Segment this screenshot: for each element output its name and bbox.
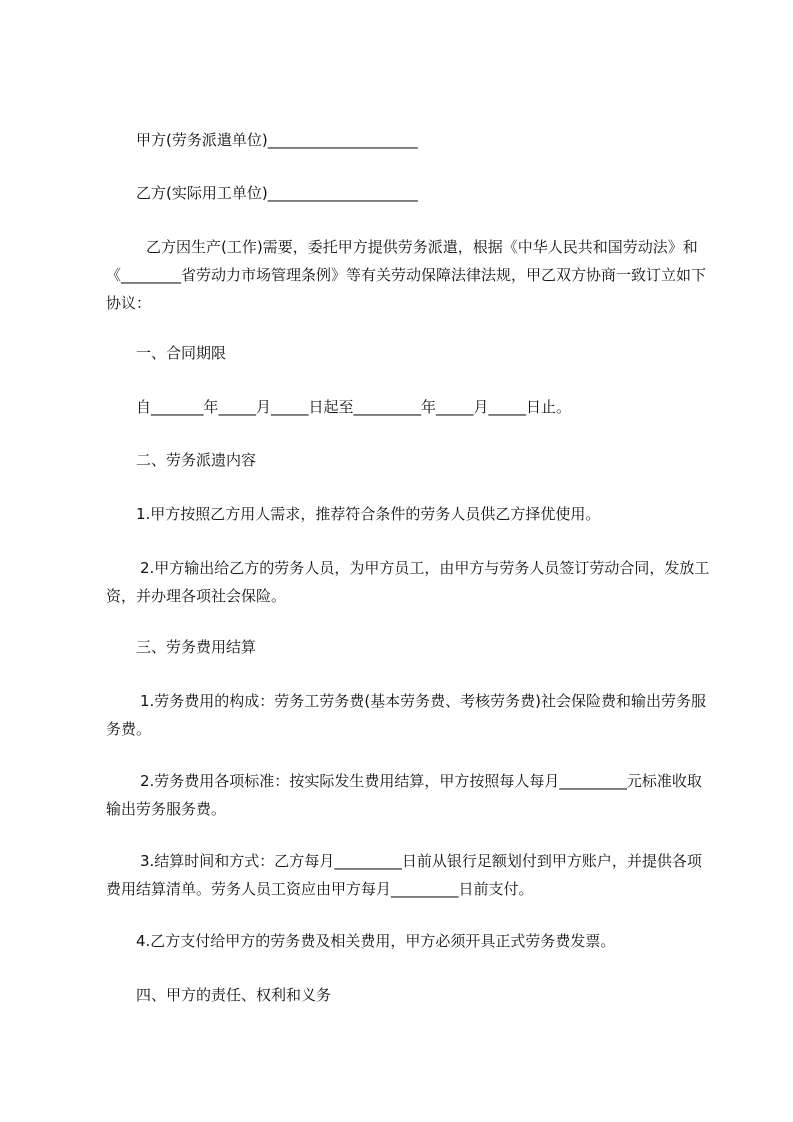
section-3-title: 三、劳务费用结算: [136, 638, 257, 656]
section-2-item-1: 1.甲方按照乙方用人需求，推荐符合条件的劳务人员供乙方择优使用。: [136, 505, 601, 523]
section-3-item-2: 2.劳务费用各项标准：按实际发生费用结算，甲方按照每人每月_________元标准收取输出劳务服务费。: [106, 772, 702, 818]
section-1-title: 一、合同期限: [136, 344, 227, 362]
section-2-title: 二、劳务派遗内容: [136, 451, 257, 469]
section-2-item-2: 2.甲方输出给乙方的劳务人员，为甲方员工，由甲方与劳务人员签订劳动合同，发放工资，并办理各项社会保险。: [106, 559, 710, 605]
party-a-line: 甲方(劳务派遣单位)____________________: [136, 131, 418, 149]
section-4-title: 四、甲方的责任、权利和义务: [136, 986, 332, 1004]
party-b-line: 乙方(实际用工单位)____________________: [136, 184, 418, 202]
section-3-item-1: 1.劳务费用的构成：劳务工劳务费(基本劳务费、考核劳务费)社会保险费和输出劳务服务费。: [106, 692, 707, 738]
section-3-item-3: 3.结算时间和方式：乙方每月_________日前从银行足额划付到甲方账户，并提供各项费用结算清单。劳务人员工资应由甲方每月_________日前支付。: [106, 852, 702, 898]
preamble-paragraph: 乙方因生产(工作)需要，委托甲方提供劳务派遣，根据《中华人民共和国劳动法》和《________省劳动力市场管理条例》等有关劳动保障法律法规，甲乙双方协商一致订立如下协议：: [106, 238, 707, 312]
contract-term-text: 自_______年_____月_____日起至_________年_____月_____日止。: [136, 398, 572, 416]
section-3-item-4: 4.乙方支付给甲方的劳务费及相关费用，甲方必须开具正式劳务费发票。: [136, 932, 616, 950]
